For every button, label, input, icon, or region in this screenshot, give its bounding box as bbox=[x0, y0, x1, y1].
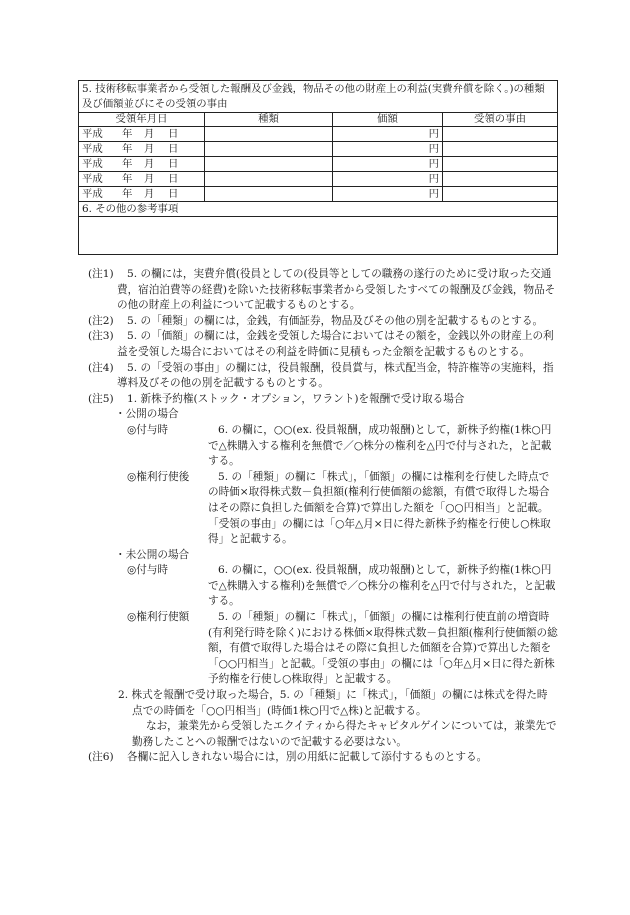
type-cell[interactable] bbox=[205, 172, 333, 187]
section6-title: 6. その他の参考事項 bbox=[79, 202, 558, 217]
note-6 bbox=[88, 750, 558, 766]
note-label: (注4) bbox=[88, 361, 114, 374]
public-exercise bbox=[88, 470, 558, 548]
item-key: ◎権利行使額 bbox=[127, 611, 190, 624]
header-type: 種類 bbox=[205, 113, 333, 127]
day-unit: 日 bbox=[168, 128, 179, 140]
public-case-title: ・公開の場合 bbox=[115, 408, 179, 421]
note-label: (注3) bbox=[88, 330, 114, 343]
note-2 bbox=[88, 314, 558, 330]
amount-cell[interactable]: 円 bbox=[333, 187, 443, 202]
note-5-head: 1. 新株予約権(ストック・オプション，ワラント)を報酬で受け取る場合 bbox=[127, 392, 465, 405]
date-cell[interactable] bbox=[79, 142, 205, 157]
amount-cell[interactable]: 円 bbox=[333, 127, 443, 142]
note-label: (注5) bbox=[88, 392, 114, 405]
reason-cell[interactable] bbox=[443, 142, 558, 157]
month-unit: 月 bbox=[144, 128, 155, 140]
date-cell[interactable] bbox=[79, 172, 205, 187]
item-text: 6. の欄に，○○(ex. 役員報酬，成功報酬)として，新株予約権(1株○円で△株購入する権利を無償で／○株分の権利を△円で付与された，と記載する。 bbox=[208, 423, 552, 468]
private-exercise bbox=[88, 610, 558, 688]
year-unit: 年 bbox=[122, 158, 133, 170]
item-text: 5. の「種類」の欄に「株式」，「価額」の欄には権利行使直前の増資時(有利発行時を除く)における株価×取得株式数－負担額(権利行使価額の総額，有償で取得した場合はその際に負担した価額を合算)で算出した額を「○○円相当」と記載。「受領の事由」の欄には「○年△月×日に得た新株予約権を行使し○株取得」と記載する。 bbox=[208, 611, 558, 686]
month-unit: 月 bbox=[144, 173, 155, 185]
year-unit: 年 bbox=[122, 188, 133, 200]
table-header-row bbox=[79, 113, 558, 127]
note-label: (注1) bbox=[88, 268, 114, 280]
note-5-paragraph-2-remark: なお，兼業先から受領したエクイティから得たキャピタルゲインについては，兼業先で勤務したことへの報酬ではないので記載する必要はない。 bbox=[132, 720, 557, 748]
note-text: 5. の欄には，実費弁償(役員としての(役員等としての職務の遂行のために受け取った交通費，宿泊泊費等の経費)を除いた技術移転事業者から受領したすべての報酬及び金銭，物品その他の財産上の利益について記載するものとする。 bbox=[117, 268, 556, 312]
note-text: 5. の「価額」の欄には，金銭を受領した場合においてはその額を，金銭以外の財産上の利益を受領した場合においてはその利益を時価に見積もった金額を記載するものとする。 bbox=[117, 330, 554, 358]
item-key: ◎付与時 bbox=[127, 423, 169, 436]
item-key: ◎付与時 bbox=[127, 564, 169, 577]
item-text: 5. の「種類」の欄に「株式」，「価額」の欄には権利を行使した時点での時価×取得株式数－負担額(権利行使価額の総額，有償で取得した場合はその際に負担した価額を合算)で算出した額を「○○円相当」と記載。「受領の事由」の欄には「○年△月×日に得た新株予約権を行使し○株取得」と記載する。 bbox=[208, 470, 551, 546]
year-unit: 年 bbox=[122, 128, 133, 140]
note-text: 5. の「種類」の欄には，金銭，有価証券，物品及びその他の別を記載するものとする。 bbox=[127, 314, 544, 327]
era: 平成 bbox=[82, 173, 103, 185]
type-cell[interactable] bbox=[205, 127, 333, 142]
table-row bbox=[79, 157, 558, 172]
note-label: (注6) bbox=[88, 751, 114, 764]
table-row bbox=[79, 127, 558, 142]
type-cell[interactable] bbox=[205, 187, 333, 202]
date-cell[interactable] bbox=[79, 157, 205, 172]
income-table bbox=[78, 80, 558, 255]
month-unit: 月 bbox=[144, 158, 155, 170]
amount-cell[interactable]: 円 bbox=[333, 172, 443, 187]
public-grant bbox=[88, 423, 558, 470]
day-unit: 日 bbox=[168, 158, 179, 170]
era: 平成 bbox=[82, 188, 103, 200]
reason-cell[interactable] bbox=[443, 187, 558, 202]
item-text: 6. の欄に，○○(ex. 役員報酬，成功報酬)として，新株予約権(1株○円で△株購入する権利)を無償で／○株分の権利を△円で付与された，と記載する。 bbox=[208, 564, 556, 608]
table-row bbox=[79, 187, 558, 202]
section6-content[interactable] bbox=[79, 217, 558, 255]
era: 平成 bbox=[82, 143, 103, 155]
day-unit: 日 bbox=[168, 143, 179, 155]
type-cell[interactable] bbox=[205, 157, 333, 172]
item-key: ◎権利行使後 bbox=[127, 470, 190, 483]
day-unit: 日 bbox=[168, 173, 179, 185]
reason-cell[interactable] bbox=[443, 157, 558, 172]
date-cell[interactable] bbox=[79, 187, 205, 202]
era: 平成 bbox=[82, 128, 103, 140]
private-grant bbox=[88, 563, 558, 610]
month-unit: 月 bbox=[144, 188, 155, 200]
note-text: 各欄に記入しきれない場合には，別の用紙に記載して添付するものとする。 bbox=[127, 751, 488, 764]
year-unit: 年 bbox=[122, 173, 133, 185]
date-cell[interactable] bbox=[79, 127, 205, 142]
header-amount: 価額 bbox=[333, 113, 443, 127]
note-3 bbox=[88, 329, 558, 360]
day-unit: 日 bbox=[168, 188, 179, 200]
amount-cell[interactable]: 円 bbox=[333, 157, 443, 172]
note-label: (注2) bbox=[88, 314, 114, 327]
amount-cell[interactable]: 円 bbox=[333, 142, 443, 157]
note-text: 5. の「受領の事由」の欄には，役員報酬，役員賞与，株式配当金，特許権等の実施料，指導料及びその他の別を記載するものとする。 bbox=[117, 361, 554, 390]
note-5-paragraph-2: 2. 株式を報酬で受け取った場合，5. の「種類」に「株式」，「価額」の欄には株式を得た時点での時価を「○○円相当」(時価1株○円で△株)と記載する。 bbox=[118, 689, 548, 717]
table-row bbox=[79, 142, 558, 157]
type-cell[interactable] bbox=[205, 142, 333, 157]
year-unit: 年 bbox=[122, 143, 133, 155]
table-row bbox=[79, 172, 558, 187]
note-4 bbox=[88, 361, 558, 392]
reason-cell[interactable] bbox=[443, 172, 558, 187]
notes bbox=[88, 267, 558, 766]
era: 平成 bbox=[82, 158, 103, 170]
header-reason: 受領の事由 bbox=[443, 113, 558, 127]
section5-title: 5. 技術移転事業者から受領した報酬及び金銭，物品その他の財産上の利益(実費弁償を除く。)の種類及び価額並びにその受領の事由 bbox=[79, 81, 558, 113]
month-unit: 月 bbox=[144, 143, 155, 155]
note-1 bbox=[88, 267, 558, 314]
reason-cell[interactable] bbox=[443, 127, 558, 142]
note-5 bbox=[88, 392, 558, 408]
private-case-title: ・未公開の場合 bbox=[115, 548, 190, 561]
header-date: 受領年月日 bbox=[79, 113, 205, 127]
